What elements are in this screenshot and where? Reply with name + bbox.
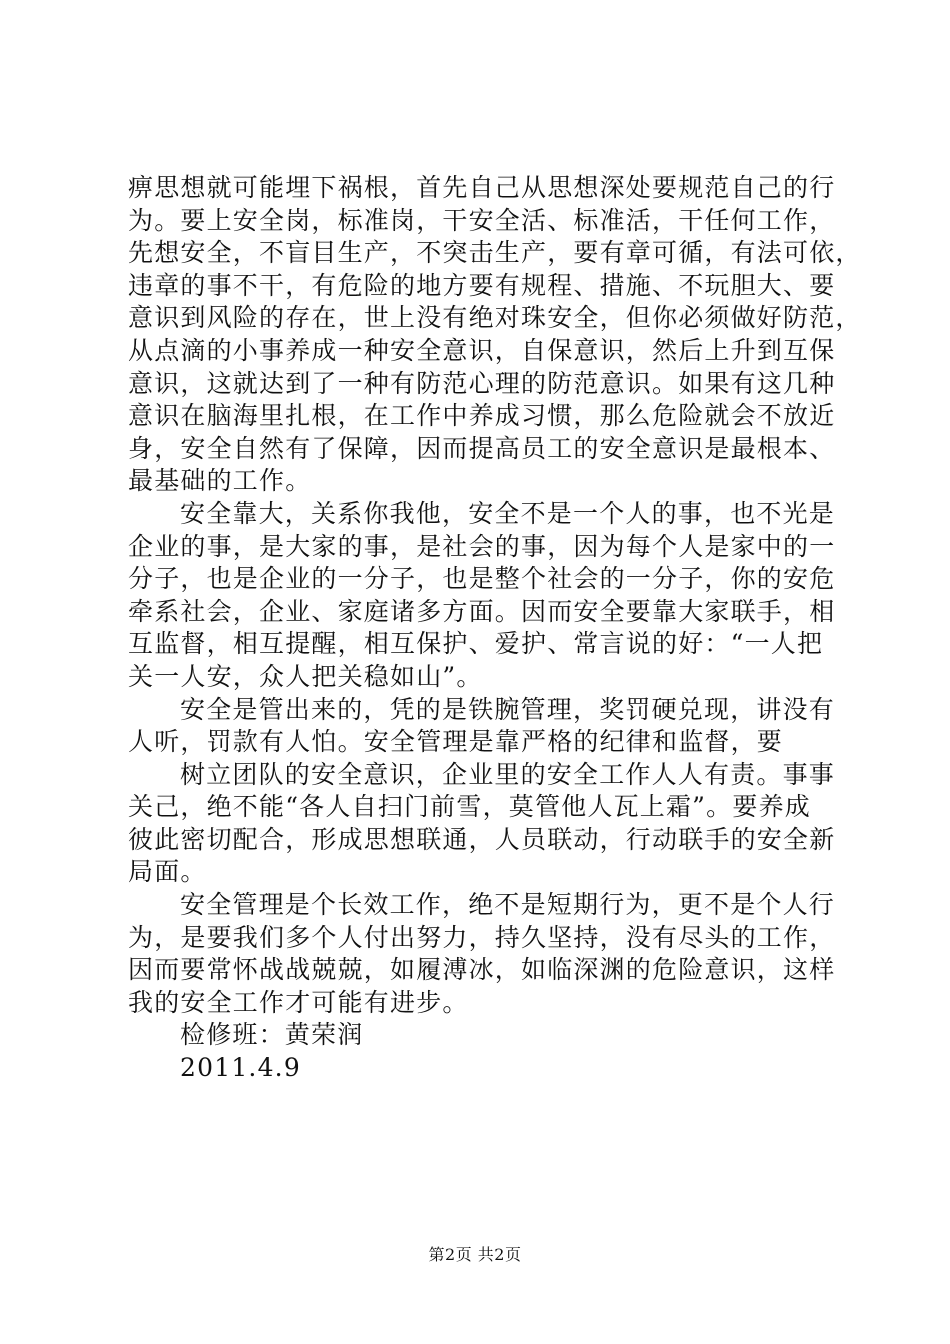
- text-line: 互监督，相互提醒，相互保护、爱护、常言说的好：“一人把: [128, 629, 824, 659]
- page-number-label: 第2页 共2页: [428, 1245, 522, 1264]
- date-line: 2011.4.9: [180, 1053, 301, 1083]
- paragraph-start-line: 安全管理是个长效工作，绝不是短期行为，更不是个人行: [180, 890, 836, 920]
- text-line: 因而要常怀战战兢兢，如履溥冰，如临深渊的危险意识，这样: [128, 955, 836, 985]
- text-line: 先想安全，不盲目生产，不突击生产，要有章可循，有法可依，: [128, 238, 862, 268]
- text-line: 意识在脑海里扎根，在工作中养成习惯，那么危险就会不放近: [128, 401, 836, 431]
- text-line: 关一人安，众人把关稳如山”。: [128, 661, 483, 691]
- text-line: 为。要上安全岗，标准岗，干安全活、标准活，干任何工作，: [128, 205, 836, 235]
- text-line: 我的安全工作才可能有进步。: [128, 987, 469, 1017]
- paragraph-start-line: 树立团队的安全意识，企业里的安全工作人人有责。事事: [180, 759, 836, 789]
- document-body: [128, 172, 862, 1085]
- paragraph-start-line: 安全靠大，关系你我他，安全不是一个人的事，也不光是: [180, 498, 836, 528]
- text-line: 关己，绝不能“各人自扫门前雪，莫管他人瓦上霜”。要养成: [128, 792, 811, 822]
- paragraph-start-line: 安全是管出来的，凭的是铁腕管理，奖罚硬兑现，讲没有: [180, 694, 836, 724]
- text-line: 牵系社会，企业、家庭诸多方面。因而安全要靠大家联手，相: [128, 596, 836, 626]
- text-line: 彼此密切配合，形成思想联通，人员联动，行动联手的安全新: [128, 824, 836, 854]
- text-line: 企业的事，是大家的事，是社会的事，因为每个人是家中的一: [128, 531, 836, 561]
- signature-line: 检修班：黄荣润: [180, 1020, 364, 1050]
- text-line: 痹思想就可能埋下祸根，首先自己从思想深处要规范自己的行: [128, 173, 836, 202]
- text-line: 最基础的工作。: [128, 466, 312, 496]
- text-line: 意识，这就达到了一种有防范心理的防范意识。如果有这几种: [128, 368, 836, 398]
- text-line: 人听，罚款有人怕。安全管理是靠严格的纪律和监督，要: [128, 727, 784, 757]
- page-footer: [0, 1245, 950, 1265]
- text-line: 意识到风险的存在，世上没有绝对珠安全，但你必须做好防范，: [128, 303, 862, 333]
- text-line: 为，是要我们多个人付出努力，持久坚持，没有尽头的工作，: [128, 922, 836, 952]
- text-line: 从点滴的小事养成一种安全意识，自保意识，然后上升到互保: [128, 335, 836, 365]
- text-line: 局面。: [128, 857, 207, 887]
- text-line: 分子，也是企业的一分子，也是整个社会的一分子，你的安危: [128, 564, 836, 594]
- text-line: 身，安全自然有了保障，因而提高员工的安全意识是最根本、: [128, 433, 836, 463]
- text-line: 违章的事不干，有危险的地方要有规程、措施、不玩胆大、要: [128, 270, 836, 300]
